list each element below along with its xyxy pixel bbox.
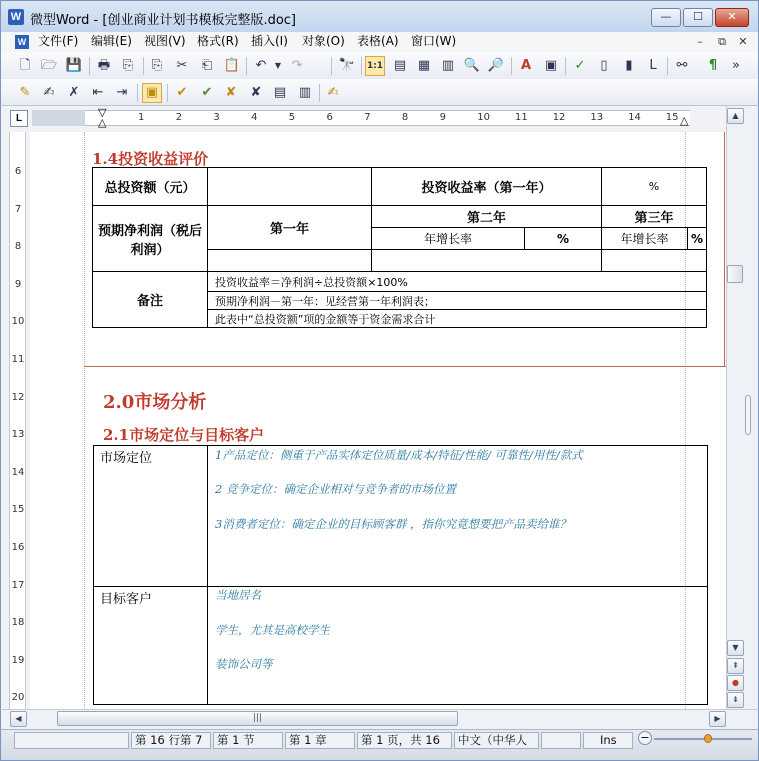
status-insert-mode[interactable]: Ins [583, 732, 633, 749]
positioning-line-2: 2 竞争定位：确定企业相对与竞争者的市场位置 [215, 482, 456, 496]
redo-icon[interactable]: ↷ [291, 58, 303, 73]
revision-icon[interactable]: ▥ [298, 85, 312, 100]
doc-close-button[interactable]: ✕ [738, 35, 748, 48]
close-button[interactable]: ✕ [715, 8, 749, 27]
page-break-line [84, 366, 726, 367]
zoom-slider-thumb[interactable] [704, 734, 712, 743]
zoom-out-button[interactable]: − [638, 731, 652, 745]
ruler-number: 15 [665, 112, 679, 123]
zoom-icon[interactable]: 🔍 [463, 58, 481, 73]
positioning-line-3: 3消费者定位：确定企业的目标顾客群 ，指你究竟想要把产品卖给谁？ [215, 517, 571, 531]
menu-view[interactable]: 视图(V) [144, 34, 186, 48]
zoom-tool-icon[interactable]: 🔎 [487, 58, 505, 73]
menu-format[interactable]: 格式(R) [197, 34, 239, 48]
menu-object[interactable]: 对象(O) [302, 34, 345, 48]
menu-bar [0, 32, 759, 52]
menu-window[interactable]: 窗口(W) [411, 34, 457, 48]
undo-icon[interactable]: ↶ [255, 58, 267, 73]
paste-icon[interactable]: 📋 [223, 58, 241, 73]
pdf-icon[interactable]: ⎘ [122, 58, 134, 73]
year-three-profit-cell[interactable] [602, 250, 707, 272]
heading-market-analysis: 2.0市场分析 [103, 392, 207, 413]
delete-comment-icon[interactable]: ✗ [68, 85, 80, 100]
word-app-icon: W [8, 9, 24, 25]
binoculars-icon[interactable]: ⚯ [676, 58, 688, 73]
maximize-button[interactable]: ☐ [683, 8, 713, 27]
outline-view-icon[interactable]: ▥ [441, 58, 455, 73]
insert-field-icon[interactable]: ▣ [544, 58, 558, 73]
vertical-scrollbar[interactable] [726, 106, 745, 709]
status-section: 第 1 节 [213, 732, 283, 749]
new-document-icon[interactable]: 🗋 [19, 58, 31, 73]
target-customer-label: 目标客户 [94, 587, 208, 705]
ruler-number: 7 [364, 112, 371, 123]
status-line-info: 第 16 行第 7 [131, 732, 211, 749]
investment-return-table [92, 167, 707, 328]
ruler-number: 13 [590, 112, 604, 123]
year-three-growth-unit: % [688, 228, 707, 250]
target-line-1: 当地居名 [215, 588, 261, 602]
reject-all-icon[interactable]: ✘ [250, 85, 262, 100]
picture-icon[interactable]: ▮ [625, 58, 633, 73]
positioning-line-1: 1产品定位：侧重于产品实体定位质量/成本/特征/性能/ 可靠性/用性/款式 [215, 448, 583, 462]
ruler-number: 4 [251, 112, 258, 123]
frame-icon[interactable]: L [649, 58, 657, 73]
scroll-down-icon[interactable]: ▼ [727, 640, 744, 656]
find-icon[interactable]: 🔭 [338, 58, 356, 73]
vertical-ruler-number: 17 [11, 579, 25, 591]
year-two-growth-unit: % [524, 228, 601, 250]
ruler-number: 5 [288, 112, 296, 123]
previous-page-icon[interactable]: ⇞ [727, 658, 744, 674]
vertical-ruler-number: 10 [11, 316, 25, 328]
hanging-indent-marker-icon[interactable]: △ [98, 116, 107, 129]
minimize-button[interactable]: — [651, 8, 681, 27]
font-color-icon[interactable]: A [520, 58, 532, 73]
year-two-header: 第二年 [372, 206, 602, 228]
remarks-label: 备注 [93, 272, 208, 328]
remark-line-1: 投资收益率＝净利润÷总投资额×100% [208, 272, 707, 292]
spellcheck-icon[interactable]: ✓ [574, 58, 586, 73]
heading-market-positioning: 2.1市场定位与目标客户 [103, 426, 265, 444]
ruler-number: 11 [515, 112, 528, 123]
next-comment-icon[interactable]: ⇥ [116, 85, 128, 100]
page-view-icon[interactable]: ▤ [393, 58, 407, 73]
vertical-ruler-number: 14 [11, 466, 25, 478]
total-investment-label: 总投资额（元） [93, 168, 208, 206]
scroll-up-icon[interactable]: ▲ [727, 108, 744, 124]
ruler-number: 3 [213, 112, 220, 123]
vertical-ruler-number: 11 [11, 354, 25, 365]
menu-insert[interactable]: 插入(I) [251, 34, 288, 48]
split-handle[interactable] [745, 395, 751, 435]
year-one-header: 第一年 [208, 206, 372, 250]
ruler-number: 12 [552, 112, 566, 123]
remark-line-3: 此表中“总投资额”项的金额等于资金需求合计 [208, 310, 707, 328]
next-page-icon[interactable]: ⇟ [727, 692, 744, 708]
edit-comment-icon[interactable]: ✍ [43, 85, 55, 100]
open-folder-icon[interactable]: 🗁 [40, 58, 58, 73]
print-preview-icon[interactable]: ⎘ [151, 58, 163, 73]
comment-icon[interactable]: ✍ [327, 85, 339, 100]
vertical-ruler-number: 6 [14, 166, 22, 177]
right-indent-marker-icon[interactable]: △ [680, 114, 689, 127]
heading-investment-return: 1.4投资收益评价 [92, 150, 209, 168]
year-two-profit-cell[interactable] [372, 250, 602, 272]
vertical-ruler-number: 9 [14, 278, 22, 290]
target-line-3: 装饰公司等 [215, 657, 273, 671]
copy-icon[interactable]: ⎗ [201, 58, 213, 73]
ruler-left-margin [32, 110, 85, 126]
doc-minimize-button[interactable]: – [697, 35, 703, 48]
track-changes-icon[interactable]: ✎ [19, 85, 31, 100]
status-pages: 第 1 页，共 16 [357, 732, 452, 749]
standard-toolbar [0, 52, 759, 79]
ruler-number: 1 [138, 112, 145, 123]
target-line-2: 学生，尤其是高校学生 [215, 623, 330, 637]
vertical-ruler-number: 16 [11, 542, 25, 553]
status-chapter: 第 1 章 [285, 732, 355, 749]
normal-view-icon[interactable]: ▦ [417, 58, 431, 73]
accept-change-icon[interactable]: ✔ [176, 85, 188, 100]
accept-all-icon[interactable]: ✔ [201, 85, 213, 100]
tab-selector[interactable]: L [10, 110, 28, 127]
ruler-number: 2 [175, 112, 183, 123]
document-icon: W [15, 35, 29, 49]
review-pane-icon[interactable]: ▣ [142, 83, 162, 103]
scroll-left-icon[interactable]: ◀ [10, 711, 27, 727]
vertical-ruler-number: 19 [11, 654, 25, 666]
browse-object-icon[interactable]: ● [727, 675, 744, 691]
vertical-ruler-number: 15 [11, 504, 25, 516]
vertical-ruler-number: 18 [11, 617, 25, 629]
year-three-header: 第三年 [602, 206, 707, 228]
vertical-ruler-number: 7 [14, 203, 22, 215]
ruler-number: 8 [401, 112, 409, 123]
column-icon[interactable]: ▯ [600, 58, 608, 73]
print-icon[interactable]: 🖶 [97, 58, 111, 73]
status-empty-field [14, 732, 129, 749]
menu-table[interactable]: 表格(A) [357, 34, 399, 48]
cut-icon[interactable]: ✂ [176, 58, 188, 73]
menu-edit[interactable]: 编辑(E) [91, 34, 132, 48]
paragraph-mark-icon[interactable]: ¶ [708, 58, 718, 73]
total-investment-value-cell[interactable] [208, 168, 372, 206]
vertical-ruler-number: 8 [14, 241, 22, 253]
roi-label: 投资收益率（第一年） [372, 168, 602, 206]
first-line-indent-marker-icon[interactable]: ▽ [98, 106, 107, 119]
market-positioning-label: 市场定位 [94, 446, 208, 587]
vertical-ruler-number: 13 [11, 429, 25, 441]
year-two-growth-label: 年增长率 [372, 228, 525, 250]
roi-value: % [602, 168, 707, 206]
status-language: 中文（中华人 [454, 732, 539, 749]
doc-restore-button[interactable]: ⧉ [718, 35, 726, 48]
prev-comment-icon[interactable]: ⇤ [92, 85, 104, 100]
zoom-slider-track[interactable] [654, 738, 752, 740]
menu-file[interactable]: 文件(F) [38, 34, 79, 48]
vertical-ruler-number: 20 [11, 692, 25, 704]
horizontal-scroll-thumb[interactable]: ||| [57, 711, 458, 726]
review-toolbar [0, 79, 759, 106]
undo-dropdown-chevron-icon[interactable]: ▼ [274, 61, 282, 70]
highlight-icon[interactable]: ▤ [273, 85, 287, 100]
year-three-growth-label: 年增长率 [602, 228, 688, 250]
reject-change-icon[interactable]: ✘ [225, 85, 237, 100]
status-blank-field [541, 732, 581, 749]
ruler-number: 9 [439, 112, 446, 123]
ruler-number: 10 [477, 112, 491, 123]
window-title: 微型Word - [创业商业计划书模板完整版.doc] [30, 13, 296, 28]
remark-line-2: 预期净利润－第一年：见经营第一年利润表； [208, 292, 707, 310]
ruler-number: 14 [628, 112, 641, 123]
vertical-ruler-number: 12 [11, 391, 25, 403]
net-profit-label: 预期净利润（税后利润） [93, 206, 208, 272]
ruler-number: 6 [326, 112, 333, 123]
target-customer-content[interactable] [208, 587, 708, 705]
vertical-scroll-thumb[interactable] [727, 265, 743, 283]
page-right-edge [724, 132, 725, 366]
save-icon[interactable]: 💾 [65, 58, 83, 73]
actual-size-icon[interactable]: 1:1 [365, 56, 385, 76]
year-one-profit-cell[interactable] [208, 250, 372, 272]
toolbar-overflow-icon[interactable]: » [732, 58, 740, 73]
scroll-right-icon[interactable]: ▶ [709, 711, 726, 727]
